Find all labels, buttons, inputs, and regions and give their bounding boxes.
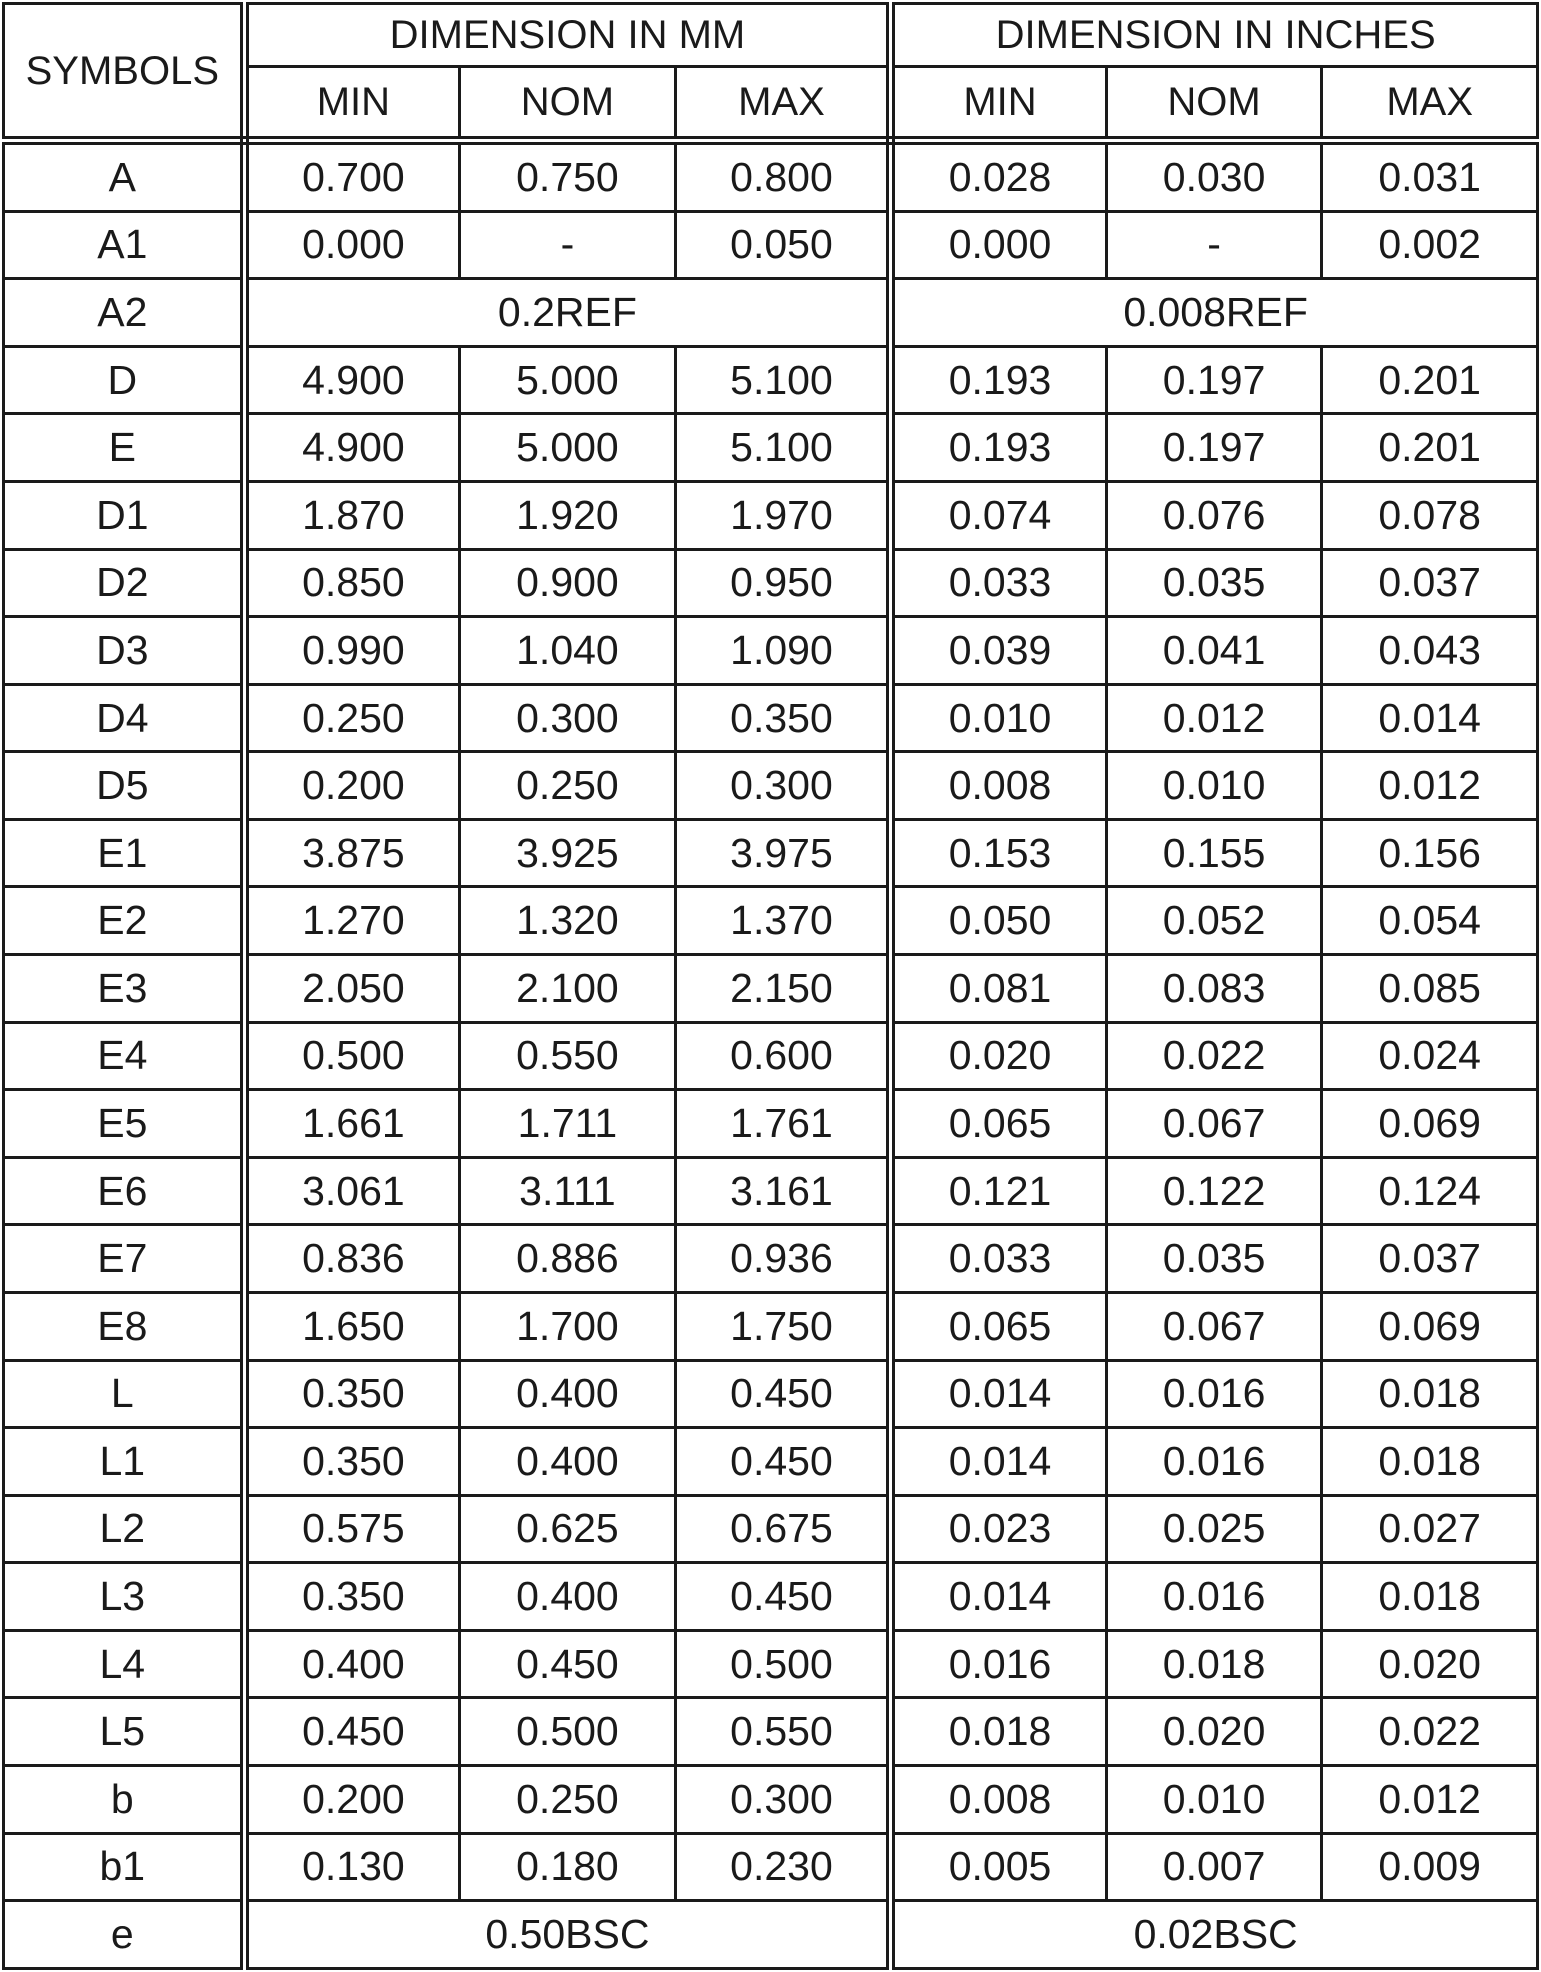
in-max-cell: 0.002 [1322, 211, 1538, 279]
in-max-cell: 0.012 [1322, 752, 1538, 820]
table-row [4, 1630, 1538, 1698]
table-row [4, 549, 1538, 617]
symbol-cell: L3 [4, 1563, 245, 1631]
symbol-cell: L1 [4, 1428, 245, 1496]
mm-min-cell: 3.061 [244, 1157, 460, 1225]
table-row [4, 1022, 1538, 1090]
in-min-cell: 0.014 [891, 1563, 1107, 1631]
table-row [4, 279, 1538, 347]
header-dimension-mm: DIMENSION IN MM [244, 4, 891, 67]
symbol-cell: L [4, 1360, 245, 1428]
in-max-cell: 0.018 [1322, 1563, 1538, 1631]
in-max-cell: 0.037 [1322, 549, 1538, 617]
in-nom-cell: 0.122 [1106, 1157, 1322, 1225]
mm-nom-cell: 3.111 [460, 1157, 676, 1225]
mm-min-cell: 0.500 [244, 1022, 460, 1090]
mm-span-cell: 0.50BSC [244, 1901, 891, 1969]
in-max-cell: 0.069 [1322, 1292, 1538, 1360]
in-min-cell: 0.033 [891, 1225, 1107, 1293]
header-dimension-inches: DIMENSION IN INCHES [891, 4, 1538, 67]
mm-nom-cell: 0.400 [460, 1428, 676, 1496]
mm-min-cell: 0.350 [244, 1563, 460, 1631]
mm-max-cell: 0.550 [675, 1698, 891, 1766]
table-row [4, 211, 1538, 279]
in-nom-cell: 0.041 [1106, 617, 1322, 685]
in-min-cell: 0.065 [891, 1292, 1107, 1360]
in-nom-cell: 0.030 [1106, 141, 1322, 212]
in-min-cell: 0.121 [891, 1157, 1107, 1225]
header-in-min: MIN [891, 67, 1107, 141]
mm-min-cell: 0.700 [244, 141, 460, 212]
mm-max-cell: 0.950 [675, 549, 891, 617]
in-nom-cell: - [1106, 211, 1322, 279]
in-nom-cell: 0.022 [1106, 1022, 1322, 1090]
mm-nom-cell: 3.925 [460, 819, 676, 887]
mm-max-cell: 0.800 [675, 141, 891, 212]
mm-nom-cell: 0.900 [460, 549, 676, 617]
mm-nom-cell: 5.000 [460, 346, 676, 414]
mm-nom-cell: - [460, 211, 676, 279]
table-row [4, 1090, 1538, 1158]
in-min-cell: 0.018 [891, 1698, 1107, 1766]
in-max-cell: 0.018 [1322, 1360, 1538, 1428]
in-nom-cell: 0.076 [1106, 482, 1322, 550]
table-row [4, 1157, 1538, 1225]
mm-max-cell: 0.050 [675, 211, 891, 279]
table-row [4, 141, 1538, 212]
in-nom-cell: 0.016 [1106, 1360, 1322, 1428]
in-max-cell: 0.009 [1322, 1833, 1538, 1901]
table-row [4, 1360, 1538, 1428]
mm-nom-cell: 0.400 [460, 1360, 676, 1428]
symbol-cell: E2 [4, 887, 245, 955]
mm-max-cell: 3.975 [675, 819, 891, 887]
mm-max-cell: 0.936 [675, 1225, 891, 1293]
symbol-cell: L4 [4, 1630, 245, 1698]
in-min-cell: 0.005 [891, 1833, 1107, 1901]
mm-nom-cell: 1.040 [460, 617, 676, 685]
in-min-cell: 0.010 [891, 684, 1107, 752]
mm-nom-cell: 0.250 [460, 1766, 676, 1834]
symbol-cell: L5 [4, 1698, 245, 1766]
symbol-cell: b1 [4, 1833, 245, 1901]
symbol-cell: D4 [4, 684, 245, 752]
in-max-cell: 0.014 [1322, 684, 1538, 752]
mm-max-cell: 0.300 [675, 752, 891, 820]
in-span-cell: 0.02BSC [891, 1901, 1538, 1969]
symbol-cell: E3 [4, 955, 245, 1023]
in-min-cell: 0.028 [891, 141, 1107, 212]
in-min-cell: 0.050 [891, 887, 1107, 955]
in-max-cell: 0.043 [1322, 617, 1538, 685]
table-row [4, 1563, 1538, 1631]
symbol-cell: E1 [4, 819, 245, 887]
mm-min-cell: 0.836 [244, 1225, 460, 1293]
symbol-cell: A1 [4, 211, 245, 279]
mm-nom-cell: 0.625 [460, 1495, 676, 1563]
table-row [4, 1292, 1538, 1360]
table-row [4, 1833, 1538, 1901]
table-row [4, 1428, 1538, 1496]
dimension-table [2, 2, 1539, 1970]
mm-max-cell: 0.675 [675, 1495, 891, 1563]
symbol-cell: b [4, 1766, 245, 1834]
mm-max-cell: 0.450 [675, 1428, 891, 1496]
table-row [4, 1698, 1538, 1766]
mm-nom-cell: 0.300 [460, 684, 676, 752]
in-min-cell: 0.193 [891, 346, 1107, 414]
table-row [4, 887, 1538, 955]
mm-min-cell: 1.650 [244, 1292, 460, 1360]
mm-max-cell: 0.230 [675, 1833, 891, 1901]
mm-nom-cell: 0.450 [460, 1630, 676, 1698]
mm-max-cell: 0.300 [675, 1766, 891, 1834]
header-in-nom: NOM [1106, 67, 1322, 141]
mm-nom-cell: 0.750 [460, 141, 676, 212]
in-nom-cell: 0.010 [1106, 1766, 1322, 1834]
mm-max-cell: 1.370 [675, 887, 891, 955]
mm-min-cell: 3.875 [244, 819, 460, 887]
in-nom-cell: 0.018 [1106, 1630, 1322, 1698]
in-min-cell: 0.039 [891, 617, 1107, 685]
in-max-cell: 0.024 [1322, 1022, 1538, 1090]
symbol-cell: E4 [4, 1022, 245, 1090]
in-nom-cell: 0.155 [1106, 819, 1322, 887]
mm-min-cell: 0.000 [244, 211, 460, 279]
mm-max-cell: 0.450 [675, 1563, 891, 1631]
mm-max-cell: 1.750 [675, 1292, 891, 1360]
mm-nom-cell: 2.100 [460, 955, 676, 1023]
mm-nom-cell: 0.180 [460, 1833, 676, 1901]
mm-min-cell: 0.200 [244, 752, 460, 820]
in-nom-cell: 0.067 [1106, 1090, 1322, 1158]
in-min-cell: 0.081 [891, 955, 1107, 1023]
symbol-cell: D [4, 346, 245, 414]
in-min-cell: 0.014 [891, 1360, 1107, 1428]
in-nom-cell: 0.197 [1106, 346, 1322, 414]
mm-nom-cell: 0.400 [460, 1563, 676, 1631]
mm-nom-cell: 1.711 [460, 1090, 676, 1158]
table-row [4, 1495, 1538, 1563]
mm-min-cell: 0.400 [244, 1630, 460, 1698]
mm-min-cell: 0.575 [244, 1495, 460, 1563]
in-min-cell: 0.023 [891, 1495, 1107, 1563]
mm-nom-cell: 0.250 [460, 752, 676, 820]
mm-min-cell: 0.990 [244, 617, 460, 685]
table-row [4, 414, 1538, 482]
symbol-cell: A [4, 141, 245, 212]
mm-nom-cell: 1.700 [460, 1292, 676, 1360]
in-nom-cell: 0.083 [1106, 955, 1322, 1023]
in-min-cell: 0.033 [891, 549, 1107, 617]
symbol-cell: e [4, 1901, 245, 1969]
in-max-cell: 0.201 [1322, 346, 1538, 414]
mm-min-cell: 0.200 [244, 1766, 460, 1834]
in-min-cell: 0.020 [891, 1022, 1107, 1090]
table-row [4, 1766, 1538, 1834]
symbol-cell: D5 [4, 752, 245, 820]
mm-nom-cell: 5.000 [460, 414, 676, 482]
table-header [4, 4, 1538, 141]
mm-min-cell: 0.450 [244, 1698, 460, 1766]
in-nom-cell: 0.025 [1106, 1495, 1322, 1563]
table-row [4, 346, 1538, 414]
in-min-cell: 0.065 [891, 1090, 1107, 1158]
in-max-cell: 0.201 [1322, 414, 1538, 482]
in-max-cell: 0.012 [1322, 1766, 1538, 1834]
in-nom-cell: 0.016 [1106, 1563, 1322, 1631]
symbol-cell: A2 [4, 279, 245, 347]
in-max-cell: 0.054 [1322, 887, 1538, 955]
mm-min-cell: 4.900 [244, 414, 460, 482]
in-nom-cell: 0.020 [1106, 1698, 1322, 1766]
mm-min-cell: 4.900 [244, 346, 460, 414]
mm-span-cell: 0.2REF [244, 279, 891, 347]
mm-max-cell: 2.150 [675, 955, 891, 1023]
symbol-cell: D3 [4, 617, 245, 685]
in-max-cell: 0.069 [1322, 1090, 1538, 1158]
in-span-cell: 0.008REF [891, 279, 1538, 347]
mm-max-cell: 5.100 [675, 346, 891, 414]
mm-max-cell: 0.450 [675, 1360, 891, 1428]
mm-min-cell: 0.250 [244, 684, 460, 752]
mm-max-cell: 1.090 [675, 617, 891, 685]
mm-max-cell: 0.600 [675, 1022, 891, 1090]
mm-min-cell: 2.050 [244, 955, 460, 1023]
mm-nom-cell: 1.920 [460, 482, 676, 550]
header-mm-nom: NOM [460, 67, 676, 141]
in-min-cell: 0.008 [891, 1766, 1107, 1834]
in-max-cell: 0.124 [1322, 1157, 1538, 1225]
in-min-cell: 0.153 [891, 819, 1107, 887]
table-row [4, 1901, 1538, 1969]
mm-max-cell: 5.100 [675, 414, 891, 482]
table-row [4, 482, 1538, 550]
in-min-cell: 0.074 [891, 482, 1107, 550]
in-nom-cell: 0.016 [1106, 1428, 1322, 1496]
table-row [4, 819, 1538, 887]
symbol-cell: D2 [4, 549, 245, 617]
in-max-cell: 0.018 [1322, 1428, 1538, 1496]
symbol-cell: D1 [4, 482, 245, 550]
symbol-cell: E6 [4, 1157, 245, 1225]
mm-min-cell: 0.350 [244, 1428, 460, 1496]
in-nom-cell: 0.067 [1106, 1292, 1322, 1360]
mm-min-cell: 0.130 [244, 1833, 460, 1901]
symbol-cell: E [4, 414, 245, 482]
in-max-cell: 0.085 [1322, 955, 1538, 1023]
in-max-cell: 0.022 [1322, 1698, 1538, 1766]
mm-nom-cell: 0.886 [460, 1225, 676, 1293]
mm-nom-cell: 0.550 [460, 1022, 676, 1090]
mm-nom-cell: 1.320 [460, 887, 676, 955]
in-min-cell: 0.016 [891, 1630, 1107, 1698]
in-nom-cell: 0.197 [1106, 414, 1322, 482]
mm-min-cell: 1.270 [244, 887, 460, 955]
mm-min-cell: 0.350 [244, 1360, 460, 1428]
in-nom-cell: 0.012 [1106, 684, 1322, 752]
in-nom-cell: 0.010 [1106, 752, 1322, 820]
header-in-max: MAX [1322, 67, 1538, 141]
in-max-cell: 0.020 [1322, 1630, 1538, 1698]
in-max-cell: 0.156 [1322, 819, 1538, 887]
in-max-cell: 0.078 [1322, 482, 1538, 550]
table-row [4, 684, 1538, 752]
mm-nom-cell: 0.500 [460, 1698, 676, 1766]
mm-max-cell: 1.970 [675, 482, 891, 550]
in-nom-cell: 0.007 [1106, 1833, 1322, 1901]
mm-max-cell: 0.500 [675, 1630, 891, 1698]
table-body [4, 141, 1538, 1969]
symbol-cell: E8 [4, 1292, 245, 1360]
symbol-cell: E5 [4, 1090, 245, 1158]
mm-min-cell: 1.870 [244, 482, 460, 550]
table-row [4, 752, 1538, 820]
in-min-cell: 0.193 [891, 414, 1107, 482]
symbol-cell: E7 [4, 1225, 245, 1293]
table-row [4, 617, 1538, 685]
in-min-cell: 0.014 [891, 1428, 1107, 1496]
mm-min-cell: 0.850 [244, 549, 460, 617]
mm-max-cell: 0.350 [675, 684, 891, 752]
header-mm-min: MIN [244, 67, 460, 141]
header-symbols: SYMBOLS [4, 4, 245, 141]
in-max-cell: 0.031 [1322, 141, 1538, 212]
mm-max-cell: 3.161 [675, 1157, 891, 1225]
mm-max-cell: 1.761 [675, 1090, 891, 1158]
in-nom-cell: 0.035 [1106, 549, 1322, 617]
table-row [4, 955, 1538, 1023]
symbol-cell: L2 [4, 1495, 245, 1563]
table-row [4, 1225, 1538, 1293]
mm-min-cell: 1.661 [244, 1090, 460, 1158]
in-min-cell: 0.000 [891, 211, 1107, 279]
header-mm-max: MAX [675, 67, 891, 141]
in-max-cell: 0.027 [1322, 1495, 1538, 1563]
in-nom-cell: 0.035 [1106, 1225, 1322, 1293]
in-min-cell: 0.008 [891, 752, 1107, 820]
in-nom-cell: 0.052 [1106, 887, 1322, 955]
in-max-cell: 0.037 [1322, 1225, 1538, 1293]
